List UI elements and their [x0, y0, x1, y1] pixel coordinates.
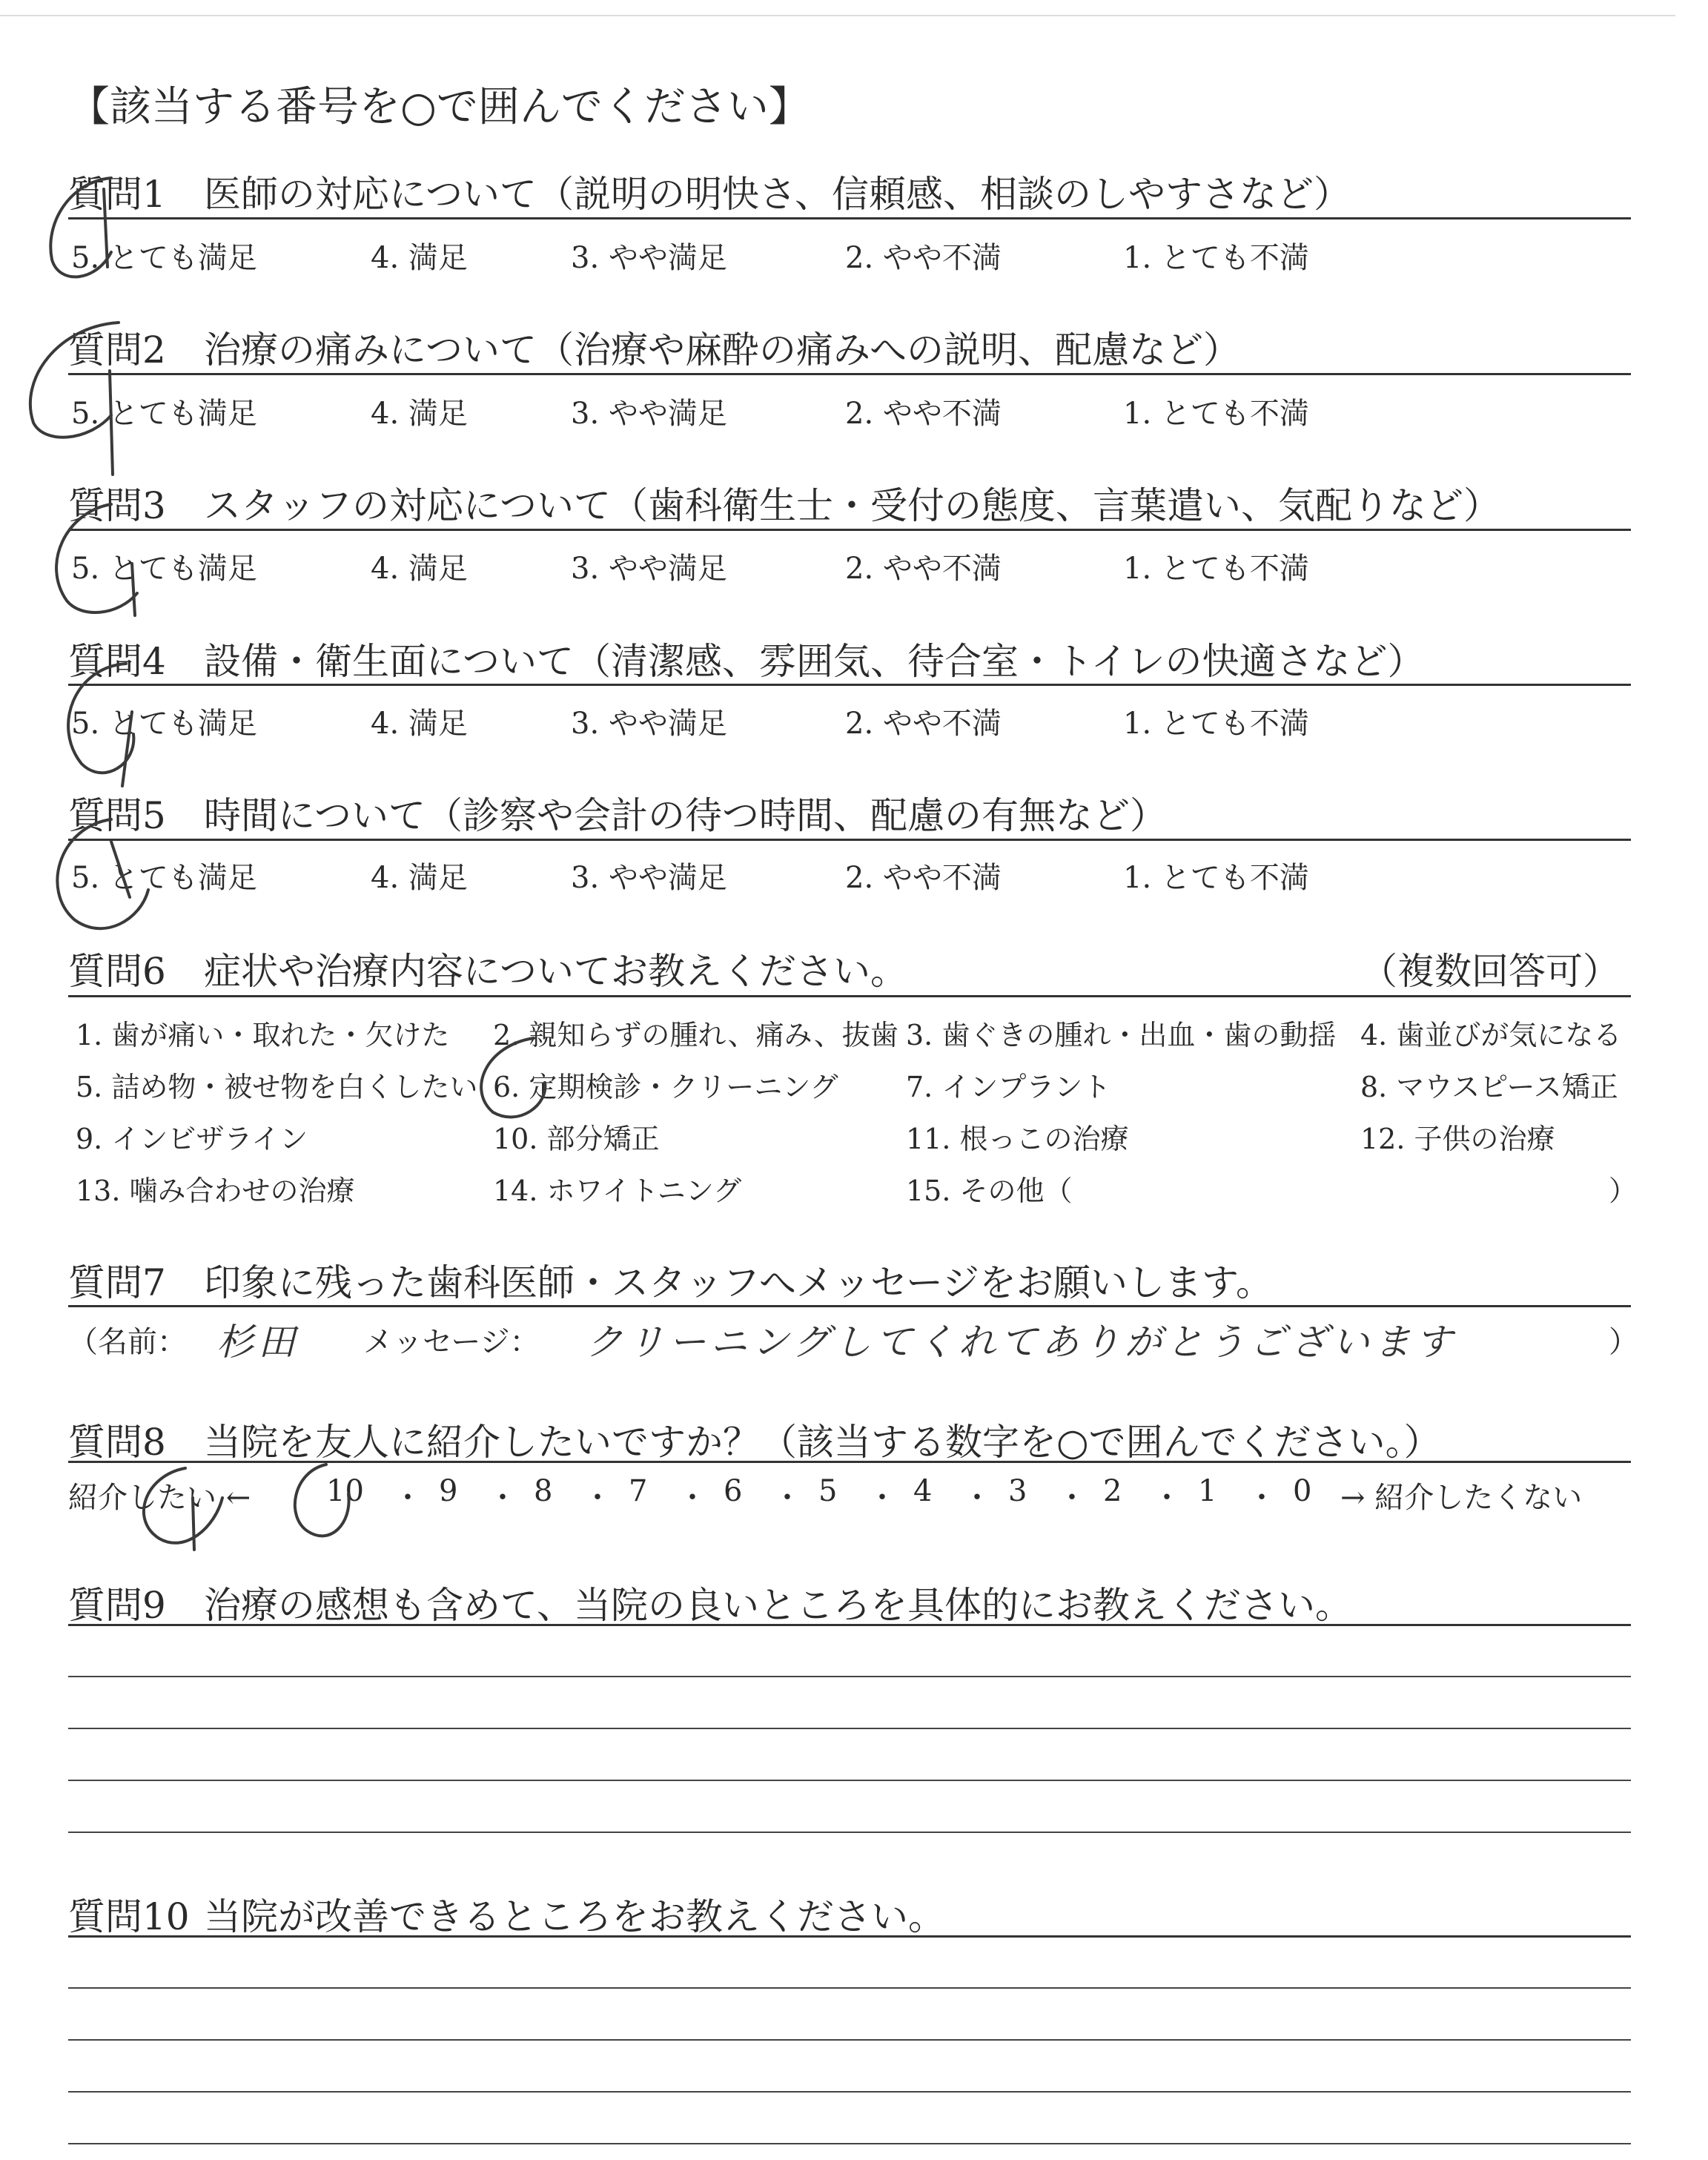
q3-option-1[interactable]: 1. とても不満: [1123, 552, 1309, 586]
q8-scale-0[interactable]: 0: [1293, 1474, 1312, 1508]
question-7-rule: [68, 1305, 1631, 1307]
question-3-rule: [68, 529, 1631, 531]
q3-option-2[interactable]: 2. やや不満: [845, 552, 1002, 586]
q8-scale-3[interactable]: 3: [1008, 1474, 1027, 1508]
q7-name-label: （名前：: [68, 1325, 187, 1359]
q2-option-5[interactable]: 5. とても満足: [71, 397, 257, 431]
q8-scale-5[interactable]: 5: [818, 1474, 838, 1508]
question-5-text: 時間について（診察や会計の待つ時間、配慮の有無など）: [204, 794, 1167, 837]
q8-scale-6[interactable]: 6: [724, 1474, 743, 1508]
question-4-rule: [68, 684, 1631, 686]
q6-item-2[interactable]: 2. 親知らずの腫れ、痛み、抜歯: [493, 1019, 898, 1051]
question-5-rule: [68, 839, 1631, 841]
q2-option-1[interactable]: 1. とても不満: [1123, 397, 1309, 431]
q6-item-13[interactable]: 13. 噛み合わせの治療: [76, 1175, 355, 1207]
q9-answer-line[interactable]: [68, 1780, 1631, 1781]
q3-option-4[interactable]: 4. 満足: [371, 552, 468, 586]
q8-scale-sep: ・: [962, 1481, 992, 1515]
q10-answer-line[interactable]: [68, 2091, 1631, 2093]
q8-scale-1[interactable]: 1: [1198, 1474, 1217, 1508]
question-8-rule: [68, 1461, 1631, 1463]
q8-scale-sep: ・: [678, 1481, 707, 1515]
q10-answer-line[interactable]: [68, 2039, 1631, 2041]
question-1-rule: [68, 217, 1631, 219]
q6-item-8[interactable]: 8. マウスピース矯正: [1360, 1071, 1618, 1103]
q5-option-2[interactable]: 2. やや不満: [845, 861, 1002, 895]
question-9-text: 治療の感想も含めて、当院の良いところを具体的にお教えください。: [204, 1584, 1352, 1627]
q8-scale-8[interactable]: 8: [534, 1474, 553, 1508]
q6-item-6[interactable]: 6. 定期検診・クリーニング: [493, 1071, 838, 1103]
q4-option-1[interactable]: 1. とても不満: [1123, 707, 1309, 741]
question-10-label: 質問10: [68, 1895, 190, 1938]
q6-item-14[interactable]: 14. ホワイトニング: [493, 1175, 742, 1207]
question-8-text: 当院を友人に紹介したいですか？（該当する数字を○で囲んでください。）: [204, 1421, 1441, 1464]
q6-item-12[interactable]: 12. 子供の治療: [1360, 1123, 1555, 1155]
q8-left-label: 紹介したい ←: [68, 1481, 251, 1515]
q3-option-3[interactable]: 3. やや満足: [571, 552, 727, 586]
question-4-label: 質問4: [68, 640, 166, 683]
q1-option-1[interactable]: 1. とても不満: [1123, 241, 1309, 275]
q6-item-3[interactable]: 3. 歯ぐきの腫れ・出血・歯の動揺: [906, 1019, 1337, 1051]
question-1-text: 医師の対応について（説明の明快さ、信頼感、相談のしやすさなど）: [204, 173, 1351, 216]
q8-scale-4[interactable]: 4: [913, 1474, 933, 1508]
q9-answer-line[interactable]: [68, 1832, 1631, 1833]
question-2-text: 治療の痛みについて（治療や麻酔の痛みへの説明、配慮など）: [204, 328, 1240, 371]
q1-option-3[interactable]: 3. やや満足: [571, 241, 727, 275]
q8-scale-sep: ・: [393, 1481, 423, 1515]
question-6-rule: [68, 995, 1631, 997]
question-5-label: 質問5: [68, 794, 166, 837]
question-6-note: （複数回答可）: [1360, 950, 1620, 993]
q9-answer-line[interactable]: [68, 1728, 1631, 1729]
q6-item-9[interactable]: 9. インビザライン: [76, 1123, 308, 1155]
q6-item-5[interactable]: 5. 詰め物・被せ物を白くしたい: [76, 1071, 478, 1103]
question-3-text: スタッフの対応について（歯科衛生士・受付の態度、言葉遣い、気配りなど）: [204, 484, 1500, 527]
q4-option-2[interactable]: 2. やや不満: [845, 707, 1002, 741]
q8-scale-sep: ・: [1152, 1481, 1182, 1515]
q8-scale-sep: ・: [488, 1481, 517, 1515]
q8-scale-sep: ・: [1057, 1481, 1087, 1515]
question-3-label: 質問3: [68, 484, 166, 527]
q1-option-5[interactable]: 5. とても満足: [71, 241, 257, 275]
q8-scale-9[interactable]: 9: [439, 1474, 458, 1508]
question-1-label: 質問1: [68, 173, 166, 216]
q8-scale-10[interactable]: 10: [326, 1474, 364, 1508]
question-2-label: 質問2: [68, 328, 166, 371]
q10-answer-line[interactable]: [68, 1987, 1631, 1989]
q8-scale-sep: ・: [1247, 1481, 1277, 1515]
q5-option-3[interactable]: 3. やや満足: [571, 861, 727, 895]
form-title: 【該当する番号を○で囲んでください】: [68, 83, 810, 131]
q5-option-5[interactable]: 5. とても満足: [71, 861, 257, 895]
q8-scale-sep: ・: [772, 1481, 802, 1515]
q9-answer-line[interactable]: [68, 1676, 1631, 1677]
question-10-rule: [68, 1935, 1631, 1938]
q6-item-15[interactable]: 15. その他（: [906, 1175, 1073, 1207]
question-7-label: 質問7: [68, 1261, 166, 1304]
question-8-label: 質問8: [68, 1421, 166, 1464]
q4-option-5[interactable]: 5. とても満足: [71, 707, 257, 741]
question-2-rule: [68, 373, 1631, 375]
q3-option-5[interactable]: 5. とても満足: [71, 552, 257, 586]
question-9-rule: [68, 1624, 1631, 1626]
q6-item-10[interactable]: 10. 部分矯正: [493, 1123, 660, 1155]
q8-right-label: → 紹介したくない: [1340, 1481, 1583, 1515]
q2-option-2[interactable]: 2. やや不満: [845, 397, 1002, 431]
question-6-label: 質問6: [68, 950, 166, 993]
q8-scale-7[interactable]: 7: [629, 1474, 648, 1508]
question-9-label: 質問9: [68, 1584, 166, 1627]
q6-item-7[interactable]: 7. インプラント: [906, 1071, 1111, 1103]
question-4-text: 設備・衛生面について（清潔感、雰囲気、待合室・トイレの快適さなど）: [204, 640, 1425, 683]
scan-top-edge: [0, 15, 1675, 16]
q8-scale-sep: ・: [867, 1481, 897, 1515]
q5-option-1[interactable]: 1. とても不満: [1123, 861, 1309, 895]
question-6-text: 症状や治療内容についてお教えください。: [204, 950, 907, 993]
q7-name-value[interactable]: 杉田: [216, 1321, 299, 1364]
q6-item-15-close: ）: [1609, 1175, 1638, 1207]
q2-option-3[interactable]: 3. やや満足: [571, 397, 727, 431]
q8-scale-2[interactable]: 2: [1103, 1474, 1122, 1508]
question-7-text: 印象に残った歯科医師・スタッフへメッセージをお願いします。: [204, 1261, 1273, 1304]
q4-option-3[interactable]: 3. やや満足: [571, 707, 727, 741]
q2-option-4[interactable]: 4. 満足: [371, 397, 468, 431]
q1-option-2[interactable]: 2. やや不満: [845, 241, 1002, 275]
q6-item-4[interactable]: 4. 歯並びが気になる: [1360, 1019, 1622, 1051]
q6-item-1[interactable]: 1. 歯が痛い・取れた・欠けた: [76, 1019, 450, 1051]
q7-message-label: メッセージ：: [363, 1325, 540, 1359]
question-10-text: 当院が改善できるところをお教えください。: [204, 1895, 945, 1938]
q6-item-11[interactable]: 11. 根っこの治療: [906, 1123, 1129, 1155]
q4-option-4[interactable]: 4. 満足: [371, 707, 468, 741]
q8-scale-sep: ・: [583, 1481, 612, 1515]
q5-option-4[interactable]: 4. 満足: [371, 861, 468, 895]
q10-answer-line[interactable]: [68, 2143, 1631, 2144]
q7-message-value[interactable]: クリーニングしてくれてありがとうございます: [586, 1321, 1457, 1364]
q7-close: ）: [1609, 1325, 1638, 1359]
q1-option-4[interactable]: 4. 満足: [371, 241, 468, 275]
